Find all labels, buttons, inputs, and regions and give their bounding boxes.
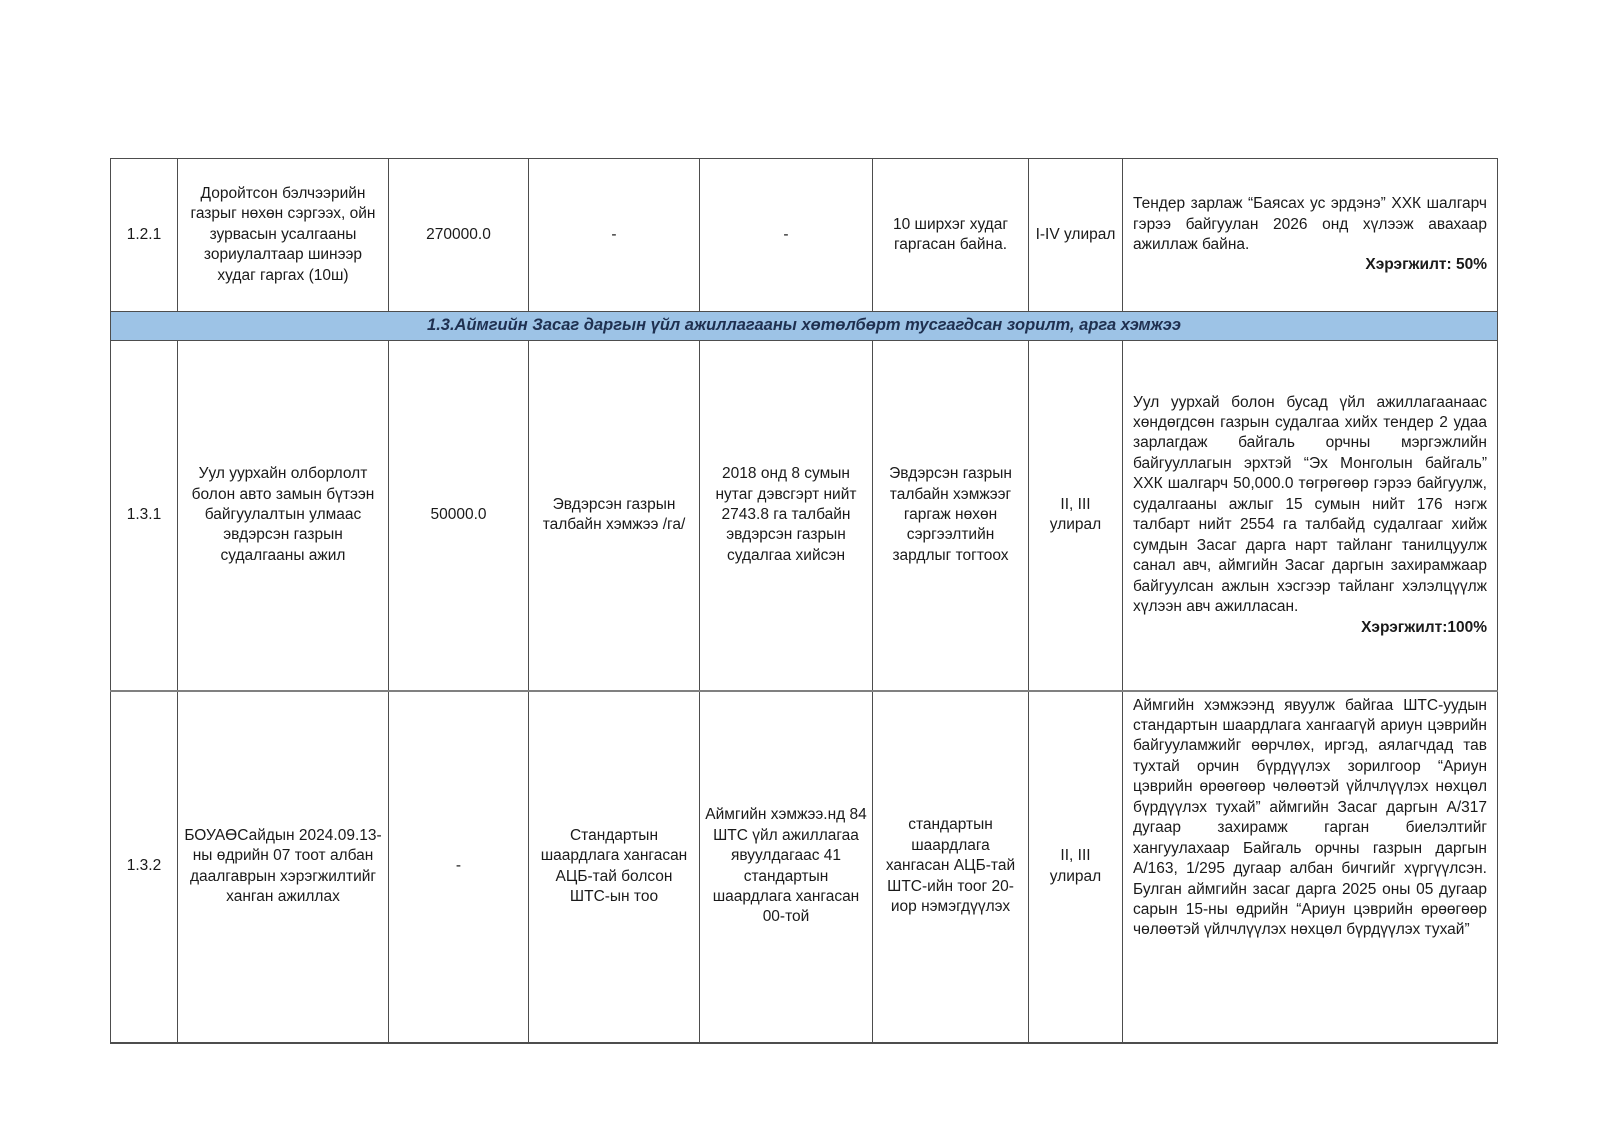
section-header-label: 1.3.Аймгийн Засаг даргын үйл ажиллагааны хөтөлбөрт тусгагдсан зорилт, арга хэмжээ [111, 312, 1498, 341]
budget-cell: 270000.0 [389, 159, 529, 312]
baseline-cell: Аймгийн хэмжээ.нд 84 ШТС үйл ажиллагаа явуулдагаас 41 стандартын шаардлага хангасан 00-той [700, 691, 873, 1043]
task-cell: БОУАӨСайдын 2024.09.13-ны өдрийн 07 тоот албан даалгаврын хэрэгжилтийг ханган ажиллах [178, 691, 389, 1043]
indicator-cell: Эвдэрсэн газрын талбайн хэмжээ /га/ [529, 341, 700, 691]
quarter-cell: II, III улирал [1029, 341, 1123, 691]
table-row [111, 691, 1498, 1043]
implementation-clip [1133, 696, 1487, 941]
implementation-cell [1123, 341, 1498, 691]
row-id-cell: 1.2.1 [111, 159, 178, 312]
action-plan-table [110, 158, 1498, 1044]
row-id-cell: 1.3.2 [111, 691, 178, 1043]
budget-cell: - [389, 691, 529, 1043]
budget-cell: 50000.0 [389, 341, 529, 691]
target-cell: стандартын шаардлага хангасан АЦБ-тай ШТС-ийн тоог 20-иор нэмэгдүүлэх [873, 691, 1029, 1043]
implementation-cell [1123, 691, 1498, 1043]
task-cell: Уул уурхайн олборлолт болон авто замын бүтээн байгуулалтын улмаас эвдэрсэн газрын судалгааны ажил [178, 341, 389, 691]
target-cell: Эвдэрсэн газрын талбайн хэмжээг гаргаж нөхөн сэргээлтийн зардлыг тогтоох [873, 341, 1029, 691]
table-row [111, 159, 1498, 312]
implementation-text: Тендер зарлаж “Баясах ус эрдэнэ” ХХК шалгарч гэрээ байгуулан 2026 онд хүлээж авахаар ажиллаж байна. [1133, 195, 1487, 253]
table-row [111, 341, 1498, 691]
section-header-row [111, 312, 1498, 341]
progress-label: Хэрэгжилт:100% [1361, 618, 1487, 636]
implementation-text: Уул уурхай болон бусад үйл ажиллагаанаас хөндөгдсөн газрын судалгаа хийх тендер 2 удаа зарлагдаж байгаль орчны мэргэжлийн байгууллагын эрхтэй “Эх Монголын байгаль” ХХК шалгарч 50,000.0 төгрөгөөр гэрээ байгуулж, судалгааны ажлыг 15 сумын нийт 176 нэгж талбарт нийт 2554 га талбайд судалгааг хийж сумдын Засаг дарга нарт тайланг танилцуулж санал авч, аймгийн Засаг даргын захирамжаар байгуулсан ажлын хэсгээр тайланг хэлэлцүүлж хүлээн авч ажилласан. [1133, 393, 1487, 616]
task-cell: Доройтсон бэлчээрийн газрыг нөхөн сэргээх, ойн зурвасын усалгааны зориулалтаар шинээр худаг гаргах (10ш) [178, 159, 389, 312]
quarter-cell: I-IV улирал [1029, 159, 1123, 312]
baseline-cell: 2018 онд 8 сумын нутаг дэвсгэрт нийт 2743.8 га талбайн эвдэрсэн газрын судалгаа хийсэн [700, 341, 873, 691]
implementation-text: Аймгийн хэмжээнд явуулж байгаа ШТС-уудын стандартын шаардлага хангаагүй ариун цэврийн байгууламжийг өөрчлөх, иргэд, аялагчдад тав тухтай орчин бүрдүүлэх зорилгоор “Ариун цэврийн өрөөгөөр чөлөөтэй үйлчлүүлэх нөхцөл бүрдүүлэх тухай” аймгийн Засаг даргын А/317 дугаар захирамж гарган биелэлтийг хангуулахаар Байгаль орчны газрын даргын А/163, 1/295 дугаар албан бичгийг хүргүүлсэн. Булган аймгийн засаг дарга 2025 оны 05 дугаар сарын 15-ны өдрийн “Ариун цэврийн өрөөгөөр чөлөөтэй үйлчлүүлэх нөхцөл бүрдүүлэх тухай” [1133, 696, 1487, 939]
target-cell: 10 ширхэг худаг гаргасан байна. [873, 159, 1029, 312]
indicator-cell: Стандартын шаардлага хангасан АЦБ-тай болсон ШТС-ын тоо [529, 691, 700, 1043]
implementation-cell [1123, 159, 1498, 312]
indicator-cell: - [529, 159, 700, 312]
quarter-cell: II, III улирал [1029, 691, 1123, 1043]
baseline-cell: - [700, 159, 873, 312]
row-id-cell: 1.3.1 [111, 341, 178, 691]
progress-label: Хэрэгжилт: 50% [1365, 256, 1487, 274]
